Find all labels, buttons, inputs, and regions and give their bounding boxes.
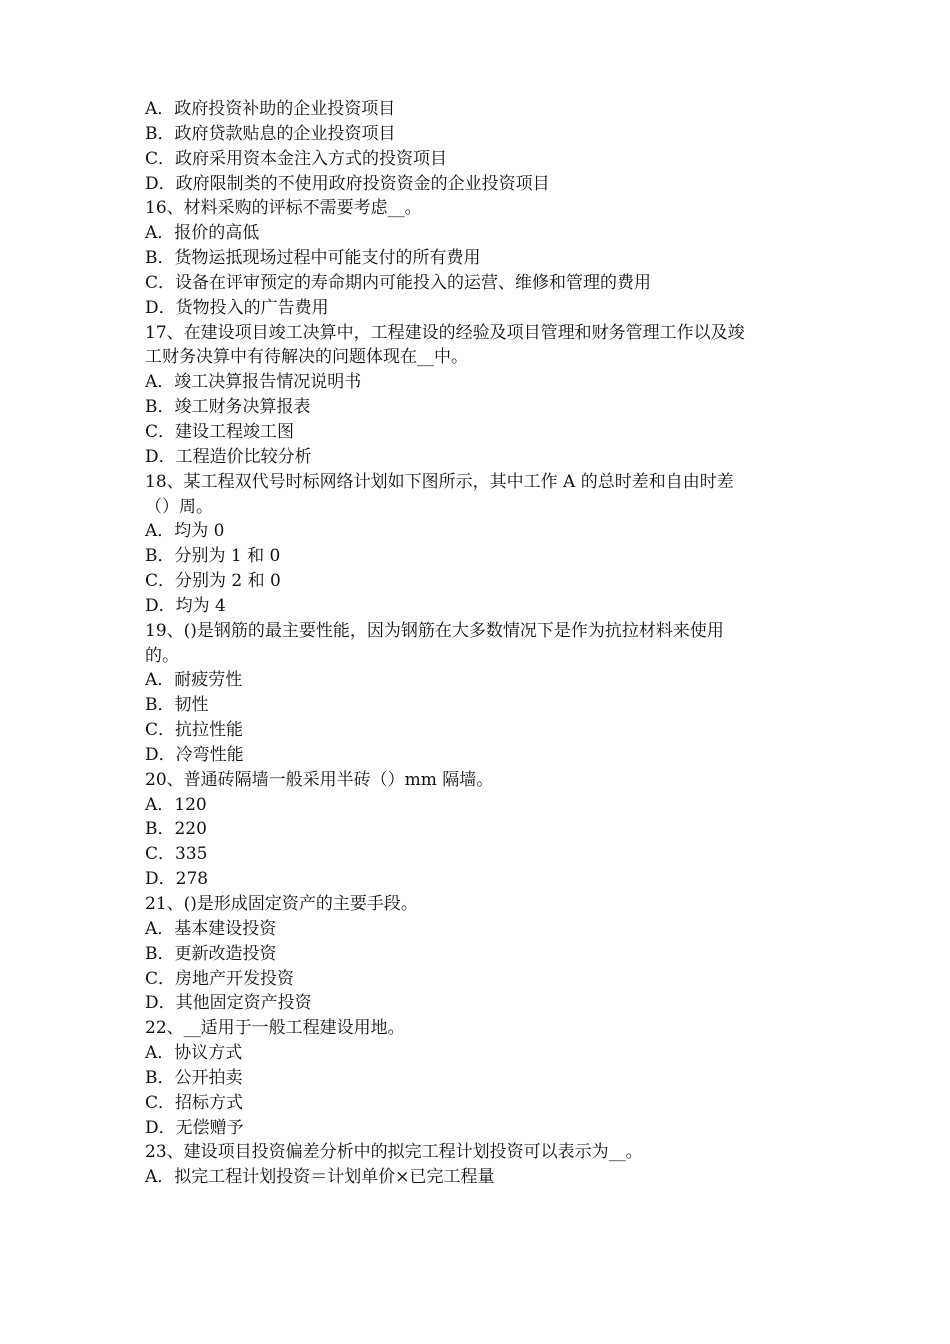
question-19: 19、()是钢筋的最主要性能，因为钢筋在大多数情况下是作为抗拉材料来使用 (145, 620, 724, 641)
option-line: C．设备在评审预定的寿命期内可能投入的运营、维修和管理的费用 (145, 272, 652, 293)
question-18-cont: （）周。 (145, 496, 213, 517)
option-line: C．抗拉性能 (145, 720, 244, 741)
option-line: B．公开拍卖 (145, 1067, 243, 1088)
option-line: C．政府采用资本金注入方式的投资项目 (145, 148, 448, 169)
option-line: C．分别为 2 和 0 (145, 571, 281, 592)
option-line: B．更新改造投资 (145, 943, 277, 964)
option-line: D．其他固定资产投资 (145, 993, 312, 1014)
option-line: D．无偿赠予 (145, 1117, 244, 1138)
option-line: A．报价的高低 (145, 223, 260, 244)
option-line: B．货物运抵现场过程中可能支付的所有费用 (145, 248, 481, 269)
option-line: B．竣工财务决算报表 (145, 397, 311, 418)
option-line: C．335 (145, 844, 208, 865)
option-line: B．220 (145, 819, 207, 840)
question-17-cont: 工财务决算中有待解决的问题体现在__中。 (145, 347, 468, 368)
question-17: 17、在建设项目竣工决算中，工程建设的经验及项目管理和财务管理工作以及竣 (145, 322, 745, 343)
option-line: D．货物投入的广告费用 (145, 297, 329, 318)
question-21: 21、()是形成固定资产的主要手段。 (145, 894, 418, 914)
option-line: C．建设工程竣工图 (145, 421, 295, 442)
option-line: D．工程造价比较分析 (145, 446, 312, 467)
option-line: C．房地产开发投资 (145, 968, 295, 989)
question-19-cont: 的。 (145, 645, 179, 666)
option-line: A．协议方式 (145, 1043, 243, 1064)
question-18: 18、某工程双代号时标网络计划如下图所示，其中工作 A 的总时差和自由时差 (145, 471, 734, 492)
option-line: A．基本建设投资 (145, 918, 277, 939)
option-line: A．耐疲劳性 (145, 670, 243, 691)
option-line: A．竣工决算报告情况说明书 (145, 372, 362, 393)
option-line: D．278 (145, 869, 209, 890)
option-line: B．分别为 1 和 0 (145, 546, 281, 567)
option-line: D．政府限制类的不使用政府投资资金的企业投资项目 (145, 173, 550, 194)
option-line: B．韧性 (145, 695, 209, 716)
question-22: 22、__适用于一般工程建设用地。 (145, 1018, 405, 1039)
option-line: C．招标方式 (145, 1092, 244, 1113)
option-line: D．均为 4 (145, 595, 226, 616)
option-line: A．拟完工程计划投资＝计划单价×已完工程量 (145, 1167, 495, 1188)
document-text (145, 97, 815, 1190)
option-line: A．120 (145, 794, 207, 815)
question-20: 20、普通砖隔墙一般采用半砖（）mm 隔墙。 (145, 769, 494, 790)
option-line: A．均为 0 (145, 521, 225, 542)
question-16: 16、材料采购的评标不需要考虑__。 (145, 198, 422, 219)
option-line: B．政府贷款贴息的企业投资项目 (145, 123, 396, 144)
option-line: A．政府投资补助的企业投资项目 (145, 99, 396, 119)
question-23: 23、建设项目投资偏差分析中的拟完工程计划投资可以表示为__。 (145, 1142, 643, 1163)
option-line: D．冷弯性能 (145, 744, 244, 765)
